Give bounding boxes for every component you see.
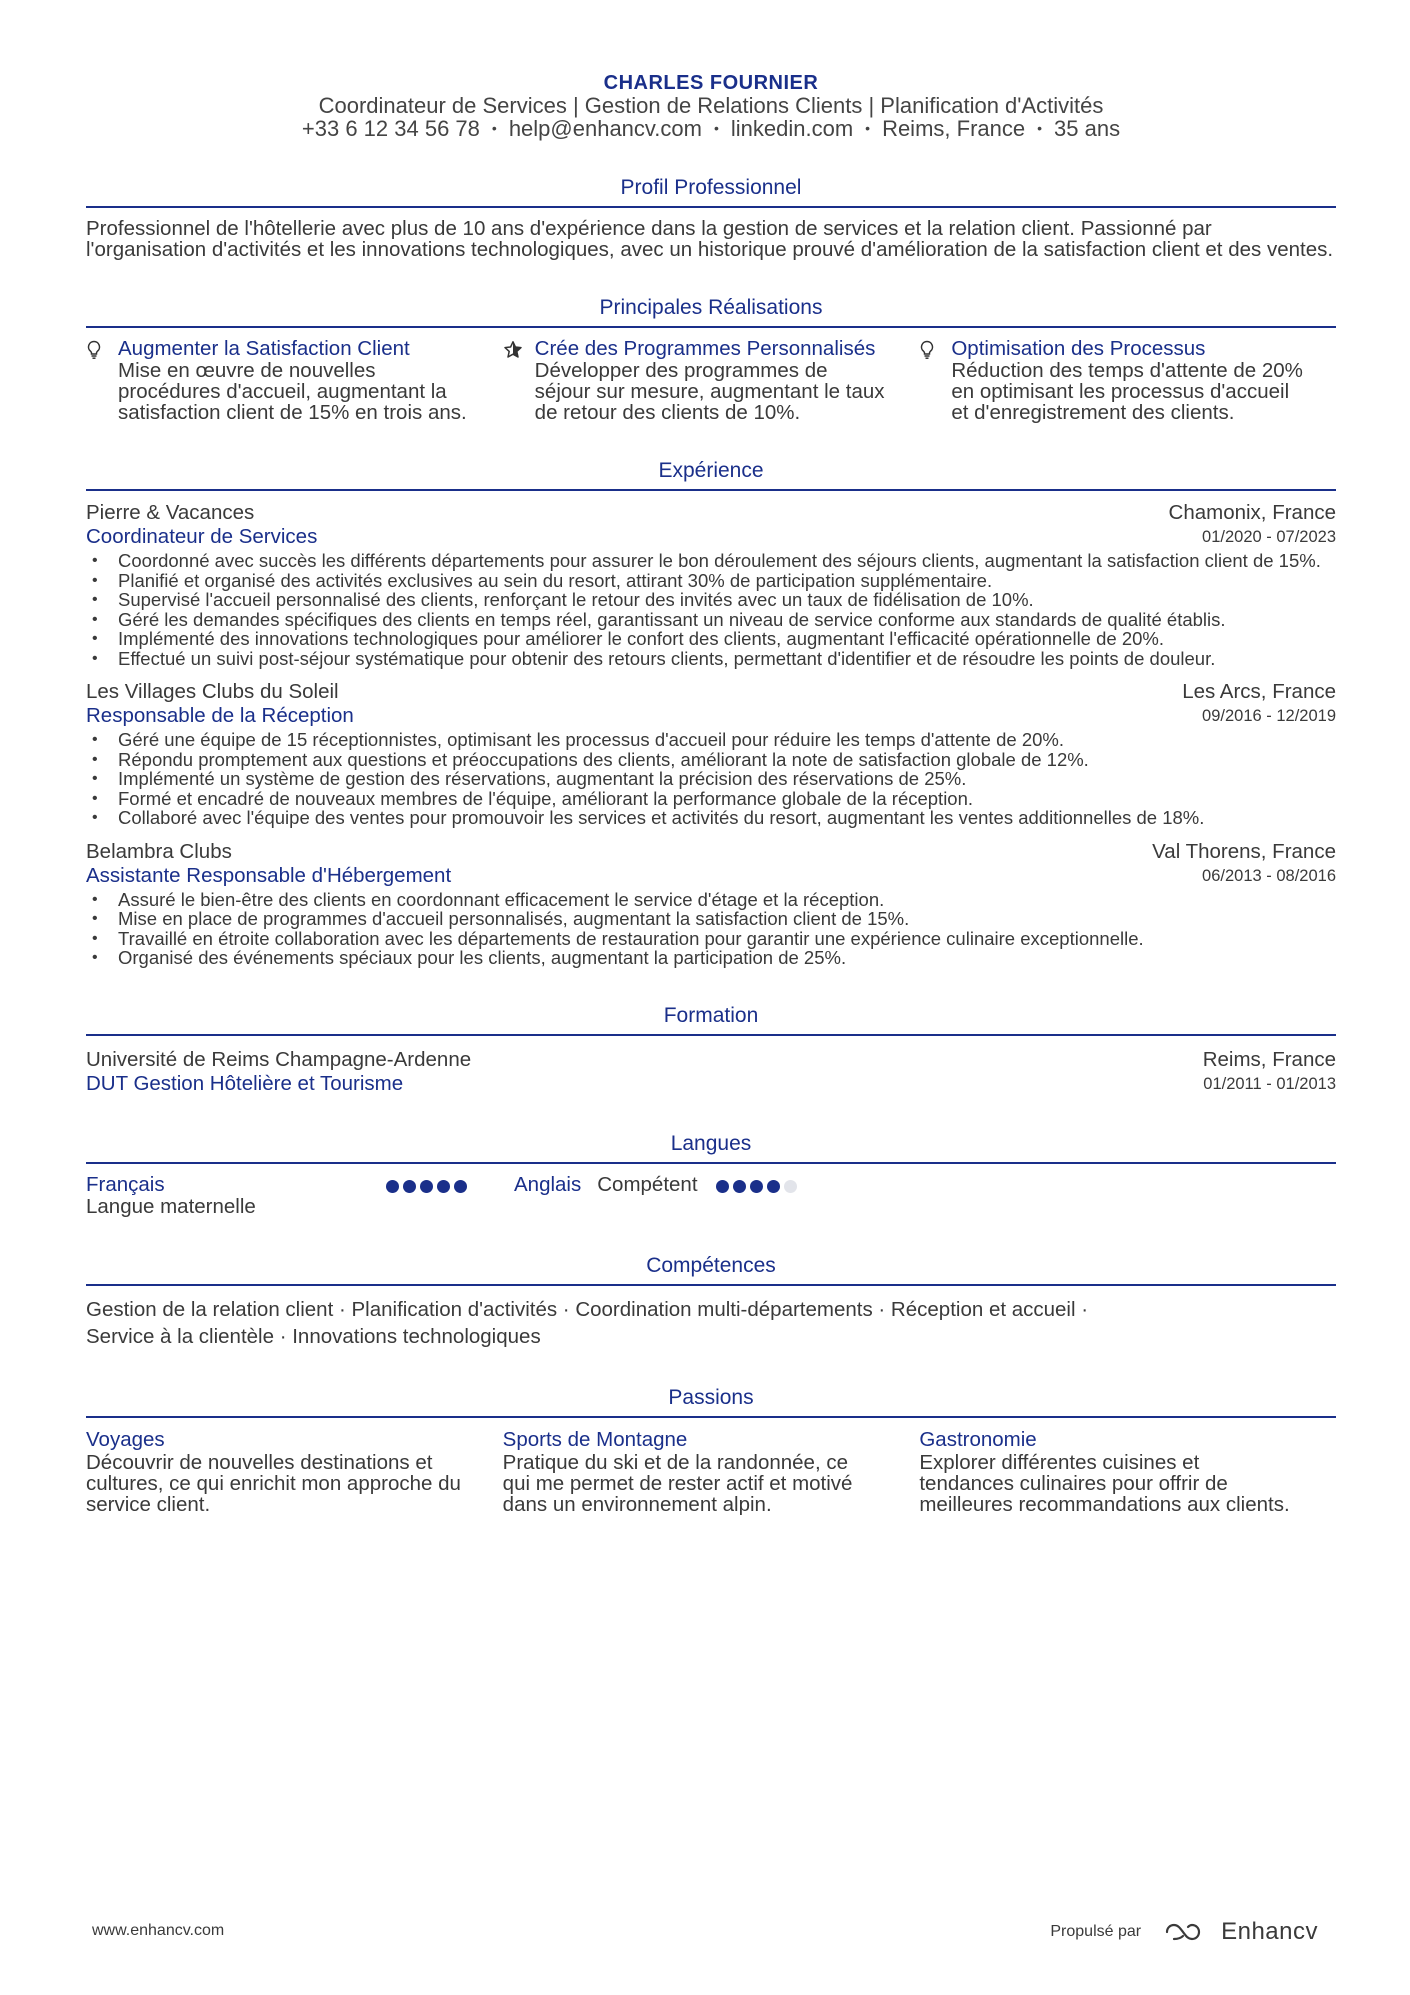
rating-dot-filled (437, 1180, 450, 1193)
passion-item (86, 1428, 503, 1515)
rating-dot-filled (767, 1180, 780, 1193)
passion-title: Gastronomie (919, 1427, 1037, 1451)
contact-location: Reims, France (882, 116, 1026, 141)
job-bullet: • Géré une équipe de 15 réceptionnistes, optimisant les processus d'accueil pour réduire les temps d'attente de 20%. (86, 730, 1336, 750)
job-bullet: • Travaillé en étroite collaboration avec les départements de restauration pour garantir une expérience culinaire exceptionnelle. (86, 929, 1336, 949)
achievement-item (503, 338, 920, 423)
page-footer (92, 1918, 1318, 1995)
job-company: Belambra Clubs (86, 839, 232, 863)
brand-logo[interactable] (1163, 1918, 1318, 1946)
passion-item (503, 1428, 920, 1515)
section-title-achievements: Principales Réalisations (86, 296, 1336, 328)
rating-dot-filled (716, 1180, 729, 1193)
job-company: Pierre & Vacances (86, 501, 255, 524)
star-icon (503, 338, 535, 423)
rating-dot-filled (750, 1180, 763, 1193)
achievement-title: Crée des Programmes Personnalisés (534, 337, 876, 360)
languages-list (86, 1174, 1336, 1218)
rating-dot-filled (403, 1180, 416, 1193)
job-bullet: • Assuré le bien-être des clients en coordonnant efficacement le service d'étage et la réception. (86, 890, 1336, 910)
rating-dot-filled (386, 1180, 399, 1193)
job-role: Coordinateur de Services (86, 525, 318, 548)
job-entry (86, 680, 1336, 828)
candidate-name: CHARLES FOURNIER (603, 72, 819, 94)
passions-list (86, 1428, 1336, 1515)
language-name: Français (86, 1172, 165, 1196)
footer-powered-by: Propulsé par (1050, 1923, 1142, 1940)
language-level: Compétent (597, 1172, 698, 1196)
section-title-languages: Langues (86, 1132, 1336, 1164)
contact-age: 35 ans (1054, 116, 1121, 141)
passion-description: Explorer différentes cuisines et tendances culinaires pour offrir de meilleures recommandations aux clients. (919, 1450, 1290, 1516)
achievement-description: Développer des programmes de séjour sur mesure, augmentant le taux de retour des clients de 10%. (534, 359, 885, 424)
footer-url[interactable]: www.enhancv.com (92, 1922, 225, 1939)
job-bullet: • Effectué un suivi post-séjour systématique pour obtenir des retours clients, permettant d'identifier et de résoudre les points de douleur. (86, 649, 1336, 669)
contact-separator: • (865, 120, 871, 136)
achievement-item (919, 338, 1336, 423)
section-title-education: Formation (86, 1004, 1336, 1036)
contact-separator: • (713, 120, 719, 136)
job-dates: 09/2016 - 12/2019 (1202, 707, 1336, 725)
education-degree: DUT Gestion Hôtelière et Tourisme (86, 1071, 404, 1095)
education-dates: 01/2011 - 01/2013 (1203, 1074, 1336, 1093)
job-dates: 06/2013 - 08/2016 (1202, 866, 1336, 885)
contact-phone: +33 6 12 34 56 78 (301, 116, 480, 141)
section-title-passions: Passions (86, 1386, 1336, 1418)
achievement-item (86, 338, 503, 423)
section-title-experience: Expérience (86, 459, 1336, 491)
achievement-description: Réduction des temps d'attente de 20% en optimisant les processus d'accueil et d'enregistrement des clients. (951, 359, 1303, 424)
skills-line: Gestion de la relation client · Planification d'activités · Coordination multi-départements · Réception et accueil · (86, 1297, 1089, 1321)
job-bullet: • Formé et encadré de nouveaux membres de l'équipe, améliorant la performance globale de la réception. (86, 789, 1336, 809)
contact-email[interactable]: help@enhancv.com (508, 116, 702, 141)
section-title-skills: Compétences (86, 1254, 1336, 1286)
job-location: Les Arcs, France (1182, 680, 1336, 703)
language-rating (716, 1174, 797, 1218)
job-role: Responsable de la Réception (86, 704, 354, 727)
passion-description: Pratique du ski et de la randonnée, ce qui me permet de rester actif et motivé dans un environnement alpin. (502, 1450, 853, 1516)
job-bullets (86, 890, 1336, 968)
job-bullet: • Mise en place de programmes d'accueil personnalisés, augmentant la satisfaction client de 15%. (86, 909, 1336, 929)
passion-description: Découvrir de nouvelles destinations et cultures, ce qui enrichit mon approche du service client. (86, 1450, 461, 1516)
job-bullet: • Géré les demandes spécifiques des clients en temps réel, garantissant un niveau de service conforme aux standards de qualité établis. (86, 610, 1336, 630)
job-location: Chamonix, France (1168, 501, 1336, 524)
achievement-title: Optimisation des Processus (951, 337, 1206, 360)
job-bullet: • Coordonné avec succès les différents départements pour assurer le bon déroulement des séjours clients, augmentant la satisfaction client de 15%. (86, 551, 1336, 571)
contact-line (86, 117, 1336, 140)
passion-item (919, 1428, 1336, 1515)
job-role: Assistante Responsable d'Hébergement (86, 863, 452, 887)
job-dates: 01/2020 - 07/2023 (1202, 528, 1336, 546)
section-title-profile: Profil Professionnel (86, 176, 1336, 208)
job-entry (86, 501, 1336, 668)
achievement-description: Mise en œuvre de nouvelles procédures d'accueil, augmentant la satisfaction client de 15% en trois ans. (118, 359, 467, 424)
language-item (514, 1174, 942, 1218)
enhancv-logo-icon (1163, 1921, 1211, 1943)
passion-title: Voyages (86, 1427, 165, 1451)
contact-linkedin[interactable]: linkedin.com (730, 116, 854, 141)
passion-title: Sports de Montagne (502, 1427, 688, 1451)
brand-name: Enhancv (1221, 1918, 1318, 1945)
education-location: Reims, France (1202, 1047, 1336, 1071)
job-bullet: • Collaboré avec l'équipe des ventes pour promouvoir les services et activités du resort, augmentant les ventes additionnelles de 18%. (86, 808, 1336, 828)
profile-summary: Professionnel de l'hôtellerie avec plus de 10 ans d'expérience dans la gestion de services et la relation client. Passionné par l'organisation d'activités et les innovations technologiques, avec un historique prouvé d'amélioration de la satisfaction client et des ventes. (86, 217, 1334, 261)
job-bullets (86, 730, 1336, 828)
language-name: Anglais (514, 1172, 582, 1196)
job-bullet: • Implémenté un système de gestion des réservations, augmentant la précision des réservations de 25%. (86, 769, 1336, 789)
job-company: Les Villages Clubs du Soleil (86, 680, 339, 703)
rating-dot-filled (733, 1180, 746, 1193)
job-bullets (86, 551, 1336, 668)
candidate-headline: Coordinateur de Services | Gestion de Relations Clients | Planification d'Activités (318, 93, 1104, 118)
education-entry (86, 1048, 1336, 1096)
achievements-list (86, 338, 1336, 423)
job-entry (86, 840, 1336, 968)
job-bullet: • Supervisé l'accueil personnalisé des clients, renforçant le retour des invités avec un taux de fidélisation de 10%. (86, 590, 1336, 610)
rating-dot-empty (784, 1180, 797, 1193)
achievement-title: Augmenter la Satisfaction Client (118, 337, 410, 360)
education-school: Université de Reims Champagne-Ardenne (86, 1047, 472, 1071)
contact-separator: • (491, 120, 497, 136)
job-bullet: • Planifié et organisé des activités exclusives au sein du resort, attirant 30% de participation supplémentaire. (86, 571, 1336, 591)
rating-dot-filled (454, 1180, 467, 1193)
lightbulb-icon (919, 338, 951, 423)
skills-line: Service à la clientèle · Innovations technologiques (86, 1324, 541, 1348)
rating-dot-filled (420, 1180, 433, 1193)
language-item (86, 1174, 514, 1218)
language-rating (386, 1174, 467, 1218)
language-level: Langue maternelle (86, 1194, 256, 1218)
job-bullet: • Implémenté des innovations technologiques pour améliorer le confort des clients, augmentant l'efficacité opérationnelle de 20%. (86, 629, 1336, 649)
lightbulb-icon (86, 338, 118, 423)
skills-list (86, 1296, 1336, 1350)
experience-list (86, 501, 1336, 968)
job-bullet: • Organisé des événements spéciaux pour les clients, augmentant la participation de 25%. (86, 948, 1336, 968)
job-bullet: • Répondu promptement aux questions et préoccupations des clients, améliorant la note de satisfaction globale de 12%. (86, 750, 1336, 770)
contact-separator: • (1037, 120, 1043, 136)
job-location: Val Thorens, France (1152, 839, 1336, 863)
